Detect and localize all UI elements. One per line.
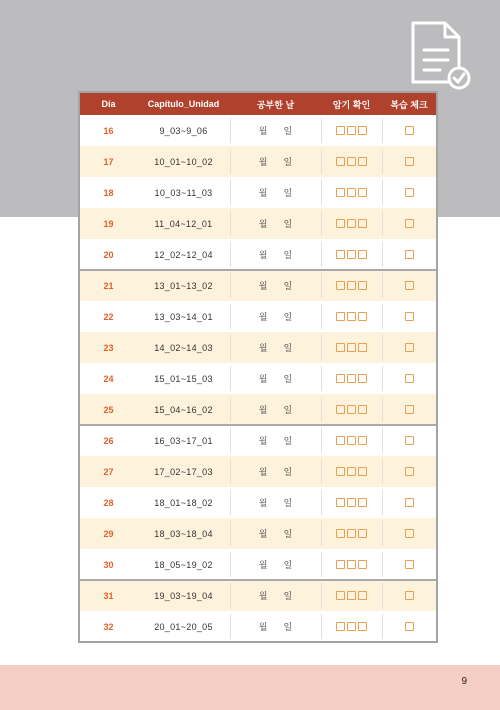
month-label: 월 [258, 250, 268, 260]
column-divider [230, 180, 231, 205]
table-row [80, 456, 436, 487]
memorize-checkbox[interactable] [336, 188, 345, 197]
header-study-day: 공부한 날 [256, 99, 295, 110]
month-label: 월 [258, 219, 268, 229]
column-divider [321, 614, 322, 639]
column-divider [382, 304, 383, 329]
memorize-checkboxes [321, 549, 382, 580]
day-number: 21 [103, 280, 114, 291]
study-date-field[interactable] [230, 115, 321, 146]
chapter-range: 13_03~14_01 [154, 311, 213, 322]
day-label: 일 [283, 467, 293, 477]
column-divider [321, 180, 322, 205]
memorize-checkbox[interactable] [358, 467, 367, 476]
memorize-checkbox[interactable] [336, 560, 345, 569]
memorize-checkbox[interactable] [336, 498, 345, 507]
chapter-range: 10_03~11_03 [154, 187, 213, 198]
column-divider [230, 149, 231, 174]
table-row [80, 611, 436, 642]
month-label: 월 [258, 405, 268, 415]
memorize-checkbox[interactable] [358, 622, 367, 631]
day-number: 30 [103, 559, 114, 570]
day-number: 17 [103, 156, 114, 167]
review-checkbox-cell [382, 549, 436, 580]
table-row [80, 549, 436, 580]
memorize-checkbox[interactable] [358, 436, 367, 445]
header-memorize: 암기 확인 [332, 99, 371, 110]
review-checkbox-cell [382, 239, 436, 270]
day-label: 일 [283, 560, 293, 570]
column-divider [321, 397, 322, 422]
column-divider [382, 366, 383, 391]
column-divider [382, 273, 383, 298]
group-separator [80, 269, 436, 271]
memorize-checkbox[interactable] [358, 250, 367, 259]
column-divider [230, 118, 231, 143]
bottom-pink-band [0, 665, 500, 710]
memorize-checkboxes [321, 270, 382, 301]
group-separator [80, 579, 436, 581]
memorize-checkbox[interactable] [336, 281, 345, 290]
memorize-checkbox[interactable] [347, 591, 356, 600]
memorize-checkbox[interactable] [347, 374, 356, 383]
page-number: 9 [461, 676, 467, 687]
day-number: 25 [103, 404, 114, 415]
day-number: 18 [103, 187, 114, 198]
memorize-checkbox[interactable] [347, 343, 356, 352]
column-divider [382, 149, 383, 174]
table-row [80, 425, 436, 456]
day-number: 19 [103, 218, 114, 229]
day-number: 23 [103, 342, 114, 353]
review-checkbox-cell [382, 301, 436, 332]
memorize-checkbox[interactable] [347, 405, 356, 414]
column-divider [382, 428, 383, 453]
memorize-checkbox[interactable] [336, 467, 345, 476]
column-divider [230, 366, 231, 391]
column-divider [230, 583, 231, 608]
study-date-field[interactable] [230, 394, 321, 425]
study-date-field[interactable] [230, 270, 321, 301]
memorize-checkbox[interactable] [347, 312, 356, 321]
study-date-field[interactable] [230, 456, 321, 487]
review-checkbox[interactable] [405, 591, 414, 600]
column-divider [230, 304, 231, 329]
column-divider [321, 211, 322, 236]
group-separator [80, 424, 436, 426]
month-label: 월 [258, 436, 268, 446]
day-label: 일 [283, 591, 293, 601]
column-divider [382, 335, 383, 360]
chapter-range: 18_01~18_02 [154, 497, 213, 508]
study-date-field[interactable] [230, 518, 321, 549]
chapter-range: 20_01~20_05 [154, 621, 213, 632]
memorize-checkbox[interactable] [358, 529, 367, 538]
study-date-field[interactable] [230, 208, 321, 239]
day-label: 일 [283, 343, 293, 353]
memorize-checkbox[interactable] [358, 405, 367, 414]
day-number: 24 [103, 373, 114, 384]
memorize-checkbox[interactable] [347, 157, 356, 166]
chapter-range: 17_02~17_03 [154, 466, 213, 477]
month-label: 월 [258, 343, 268, 353]
header-day: Día [101, 99, 116, 109]
memorize-checkboxes [321, 518, 382, 549]
table-row [80, 146, 436, 177]
column-divider [382, 118, 383, 143]
review-checkbox-cell [382, 332, 436, 363]
column-divider [230, 428, 231, 453]
review-checkbox-cell [382, 115, 436, 146]
table-row [80, 177, 436, 208]
month-label: 월 [258, 591, 268, 601]
chapter-range: 15_01~15_03 [154, 373, 213, 384]
column-divider [382, 242, 383, 267]
day-label: 일 [283, 374, 293, 384]
document-check-icon [407, 20, 473, 92]
review-checkbox-cell [382, 425, 436, 456]
review-checkbox-cell [382, 146, 436, 177]
study-date-field[interactable] [230, 239, 321, 270]
chapter-range: 15_04~16_02 [154, 404, 213, 415]
review-checkbox[interactable] [405, 374, 414, 383]
day-number: 32 [103, 621, 114, 632]
memorize-checkboxes [321, 363, 382, 394]
chapter-range: 13_01~13_02 [154, 280, 213, 291]
column-divider [382, 180, 383, 205]
table-row [80, 270, 436, 301]
chapter-range: 19_03~19_04 [154, 590, 213, 601]
memorize-checkbox[interactable] [336, 250, 345, 259]
column-divider [321, 366, 322, 391]
day-number: 16 [103, 125, 114, 136]
column-divider [382, 552, 383, 577]
day-number: 28 [103, 497, 114, 508]
memorize-checkbox[interactable] [347, 467, 356, 476]
month-label: 월 [258, 281, 268, 291]
memorize-checkboxes [321, 301, 382, 332]
review-checkbox[interactable] [405, 250, 414, 259]
day-label: 일 [283, 498, 293, 508]
study-date-field[interactable] [230, 363, 321, 394]
review-checkbox[interactable] [405, 405, 414, 414]
review-checkbox[interactable] [405, 312, 414, 321]
column-divider [321, 428, 322, 453]
chapter-range: 12_02~12_04 [154, 249, 213, 260]
column-divider [230, 273, 231, 298]
study-date-field[interactable] [230, 580, 321, 611]
memorize-checkboxes [321, 146, 382, 177]
day-label: 일 [283, 219, 293, 229]
column-divider [382, 459, 383, 484]
review-checkbox[interactable] [405, 529, 414, 538]
memorize-checkbox[interactable] [358, 498, 367, 507]
column-divider [230, 211, 231, 236]
day-number: 22 [103, 311, 114, 322]
column-divider [321, 490, 322, 515]
memorize-checkbox[interactable] [358, 281, 367, 290]
memorize-checkboxes [321, 208, 382, 239]
day-number: 31 [103, 590, 114, 601]
day-number: 27 [103, 466, 114, 477]
month-label: 월 [258, 498, 268, 508]
column-divider [382, 211, 383, 236]
table-row [80, 115, 436, 146]
memorize-checkbox[interactable] [336, 591, 345, 600]
memorize-checkbox[interactable] [347, 250, 356, 259]
review-checkbox[interactable] [405, 560, 414, 569]
day-label: 일 [283, 188, 293, 198]
review-checkbox-cell [382, 580, 436, 611]
memorize-checkbox[interactable] [358, 591, 367, 600]
chapter-range: 10_01~10_02 [154, 156, 213, 167]
memorize-checkbox[interactable] [336, 219, 345, 228]
review-checkbox[interactable] [405, 157, 414, 166]
month-label: 월 [258, 157, 268, 167]
table-row [80, 363, 436, 394]
column-divider [230, 335, 231, 360]
memorize-checkbox[interactable] [336, 374, 345, 383]
column-divider [230, 552, 231, 577]
column-divider [230, 459, 231, 484]
day-number: 20 [103, 249, 114, 260]
review-checkbox[interactable] [405, 219, 414, 228]
memorize-checkbox[interactable] [336, 126, 345, 135]
column-divider [230, 614, 231, 639]
memorize-checkbox[interactable] [336, 312, 345, 321]
month-label: 월 [258, 560, 268, 570]
column-divider [230, 242, 231, 267]
memorize-checkbox[interactable] [358, 219, 367, 228]
chapter-range: 18_03~18_04 [154, 528, 213, 539]
study-date-field[interactable] [230, 177, 321, 208]
memorize-checkbox[interactable] [358, 126, 367, 135]
column-divider [230, 490, 231, 515]
column-divider [321, 118, 322, 143]
day-label: 일 [283, 529, 293, 539]
memorize-checkbox[interactable] [358, 157, 367, 166]
memorize-checkbox[interactable] [336, 529, 345, 538]
memorize-checkbox[interactable] [336, 622, 345, 631]
review-checkbox-cell [382, 518, 436, 549]
study-date-field[interactable] [230, 301, 321, 332]
memorize-checkbox[interactable] [347, 126, 356, 135]
chapter-range: 16_03~17_01 [154, 435, 213, 446]
header-chapter: Capítulo_Unidad [147, 99, 220, 109]
memorize-checkboxes [321, 177, 382, 208]
memorize-checkbox[interactable] [336, 405, 345, 414]
table-row [80, 208, 436, 239]
column-divider [382, 397, 383, 422]
day-label: 일 [283, 250, 293, 260]
memorize-checkbox[interactable] [347, 436, 356, 445]
memorize-checkbox[interactable] [336, 436, 345, 445]
month-label: 월 [258, 467, 268, 477]
column-divider [321, 552, 322, 577]
review-checkbox[interactable] [405, 343, 414, 352]
review-checkbox-cell [382, 208, 436, 239]
day-label: 일 [283, 312, 293, 322]
day-number: 26 [103, 435, 114, 446]
month-label: 월 [258, 312, 268, 322]
memorize-checkbox[interactable] [358, 343, 367, 352]
month-label: 월 [258, 622, 268, 632]
month-label: 월 [258, 188, 268, 198]
day-label: 일 [283, 436, 293, 446]
day-label: 일 [283, 281, 293, 291]
review-checkbox[interactable] [405, 498, 414, 507]
table-header [80, 93, 436, 115]
column-divider [321, 149, 322, 174]
study-date-field[interactable] [230, 549, 321, 580]
month-label: 월 [258, 374, 268, 384]
memorize-checkboxes [321, 394, 382, 425]
review-checkbox[interactable] [405, 467, 414, 476]
column-divider [321, 583, 322, 608]
memorize-checkboxes [321, 456, 382, 487]
memorize-checkboxes [321, 332, 382, 363]
day-label: 일 [283, 405, 293, 415]
review-checkbox-cell [382, 270, 436, 301]
study-date-field[interactable] [230, 146, 321, 177]
memorize-checkboxes [321, 580, 382, 611]
table-row [80, 301, 436, 332]
column-divider [321, 273, 322, 298]
table-row [80, 332, 436, 363]
memorize-checkbox[interactable] [347, 529, 356, 538]
table-row [80, 239, 436, 270]
header-review: 복습 체크 [390, 99, 428, 110]
review-checkbox-cell [382, 611, 436, 642]
memorize-checkbox[interactable] [347, 560, 356, 569]
column-divider [321, 459, 322, 484]
review-checkbox[interactable] [405, 281, 414, 290]
column-divider [321, 521, 322, 546]
memorize-checkbox[interactable] [358, 188, 367, 197]
review-checkbox-cell [382, 363, 436, 394]
study-date-field[interactable] [230, 611, 321, 642]
memorize-checkbox[interactable] [358, 312, 367, 321]
memorize-checkboxes [321, 115, 382, 146]
day-label: 일 [283, 157, 293, 167]
column-divider [382, 583, 383, 608]
review-checkbox[interactable] [405, 188, 414, 197]
memorize-checkbox[interactable] [347, 219, 356, 228]
review-checkbox-cell [382, 394, 436, 425]
review-checkbox[interactable] [405, 126, 414, 135]
chapter-range: 11_04~12_01 [154, 218, 213, 229]
memorize-checkboxes [321, 611, 382, 642]
table-row [80, 580, 436, 611]
memorize-checkboxes [321, 425, 382, 456]
study-date-field[interactable] [230, 487, 321, 518]
chapter-range: 14_02~14_03 [154, 342, 213, 353]
day-label: 일 [283, 126, 293, 136]
month-label: 월 [258, 529, 268, 539]
review-checkbox[interactable] [405, 622, 414, 631]
day-label: 일 [283, 622, 293, 632]
memorize-checkbox[interactable] [347, 281, 356, 290]
column-divider [382, 490, 383, 515]
column-divider [382, 521, 383, 546]
chapter-range: 18_05~19_02 [154, 559, 213, 570]
study-schedule-table [78, 91, 438, 643]
memorize-checkbox[interactable] [358, 560, 367, 569]
column-divider [230, 397, 231, 422]
column-divider [321, 304, 322, 329]
column-divider [321, 242, 322, 267]
memorize-checkbox[interactable] [347, 188, 356, 197]
column-divider [321, 335, 322, 360]
column-divider [382, 614, 383, 639]
review-checkbox-cell [382, 487, 436, 518]
column-divider [230, 521, 231, 546]
study-date-field[interactable] [230, 332, 321, 363]
memorize-checkbox[interactable] [347, 498, 356, 507]
memorize-checkbox[interactable] [336, 343, 345, 352]
table-row [80, 394, 436, 425]
memorize-checkbox[interactable] [336, 157, 345, 166]
memorize-checkboxes [321, 487, 382, 518]
table-row [80, 518, 436, 549]
study-date-field[interactable] [230, 425, 321, 456]
month-label: 월 [258, 126, 268, 136]
review-checkbox-cell [382, 456, 436, 487]
day-number: 29 [103, 528, 114, 539]
memorize-checkboxes [321, 239, 382, 270]
review-checkbox[interactable] [405, 436, 414, 445]
table-row [80, 487, 436, 518]
review-checkbox-cell [382, 177, 436, 208]
memorize-checkbox[interactable] [358, 374, 367, 383]
chapter-range: 9_03~9_06 [159, 125, 208, 136]
memorize-checkbox[interactable] [347, 622, 356, 631]
